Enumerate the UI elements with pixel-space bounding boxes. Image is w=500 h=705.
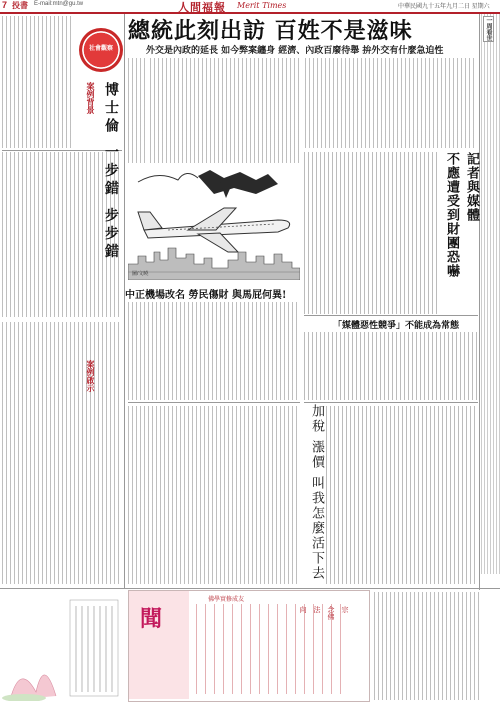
illustration (128, 168, 300, 280)
page-number: 7 (2, 0, 8, 10)
article-text-block (128, 58, 146, 163)
masthead-english: Merit Times (237, 1, 287, 10)
main-subheadline: 外交是內政的延長 如今弊案纏身 經濟、內政百廢待舉 拚外交有什麼急迫性 (146, 46, 444, 56)
divider (304, 402, 478, 403)
social-observation-badge (79, 28, 123, 72)
ad-word: 念佛 (327, 606, 335, 620)
article-text-block (128, 302, 300, 400)
article-text-block (2, 322, 120, 584)
decorative-lotus-image (0, 592, 124, 701)
right-headline-1: 記者與媒體 (464, 152, 479, 222)
ad-big-character: 聞 (140, 606, 163, 632)
column-divider (479, 14, 480, 590)
article-text-block (128, 406, 300, 584)
middle-headline: 加稅 漲價 叫我怎麼活下去 (309, 404, 324, 582)
ad-word: 宗 (341, 606, 349, 613)
ad-word: 向 (299, 606, 307, 613)
main-headline: 總統此刻出訪 百姓不是滋味 (128, 18, 413, 44)
left-article-title: 博士倫 一步錯 步步錯 (103, 82, 119, 262)
article-text-block (2, 16, 74, 148)
case-background-label: 案例背景 (86, 82, 96, 114)
article-text-block (304, 332, 478, 400)
section-label: 投書 (12, 1, 28, 10)
email-address[interactable]: E-mail:mtn@gu.tw (34, 1, 84, 7)
masthead-logo: 人間福報 (178, 1, 226, 14)
illustration-credit: 圖/文曉 (132, 271, 149, 277)
issue-date: 中華民國九十五年九月二日 星期六 (398, 4, 490, 10)
right-subheadline: 「媒體惡性競爭」不能成為常態 (333, 321, 460, 331)
ad-title: 佛學實修成友 (208, 596, 245, 603)
article-text-block (305, 58, 477, 148)
article-text-block (304, 152, 439, 314)
bottom-divider (0, 588, 500, 589)
divider (304, 315, 478, 316)
illustration-caption: 中正機場改名 勞民傷財 與馬屁何異! (125, 290, 287, 301)
right-strip-title: 一周看世 (485, 17, 492, 41)
right-headline-2: 不應遭受到財團恐嚇 (444, 152, 459, 278)
column-divider (124, 14, 125, 588)
divider (128, 402, 300, 403)
page-header (0, 0, 500, 14)
ad-key-words (299, 606, 350, 686)
article-text-block (326, 406, 478, 584)
case-lesson-label: 案例啟示 (86, 360, 96, 392)
article-text-block (150, 58, 300, 163)
bottom-right-text-block (374, 592, 480, 700)
right-text-strip (481, 14, 500, 574)
badge-label: 社會觀察 (88, 46, 113, 52)
ad-word: 法 (313, 606, 321, 613)
